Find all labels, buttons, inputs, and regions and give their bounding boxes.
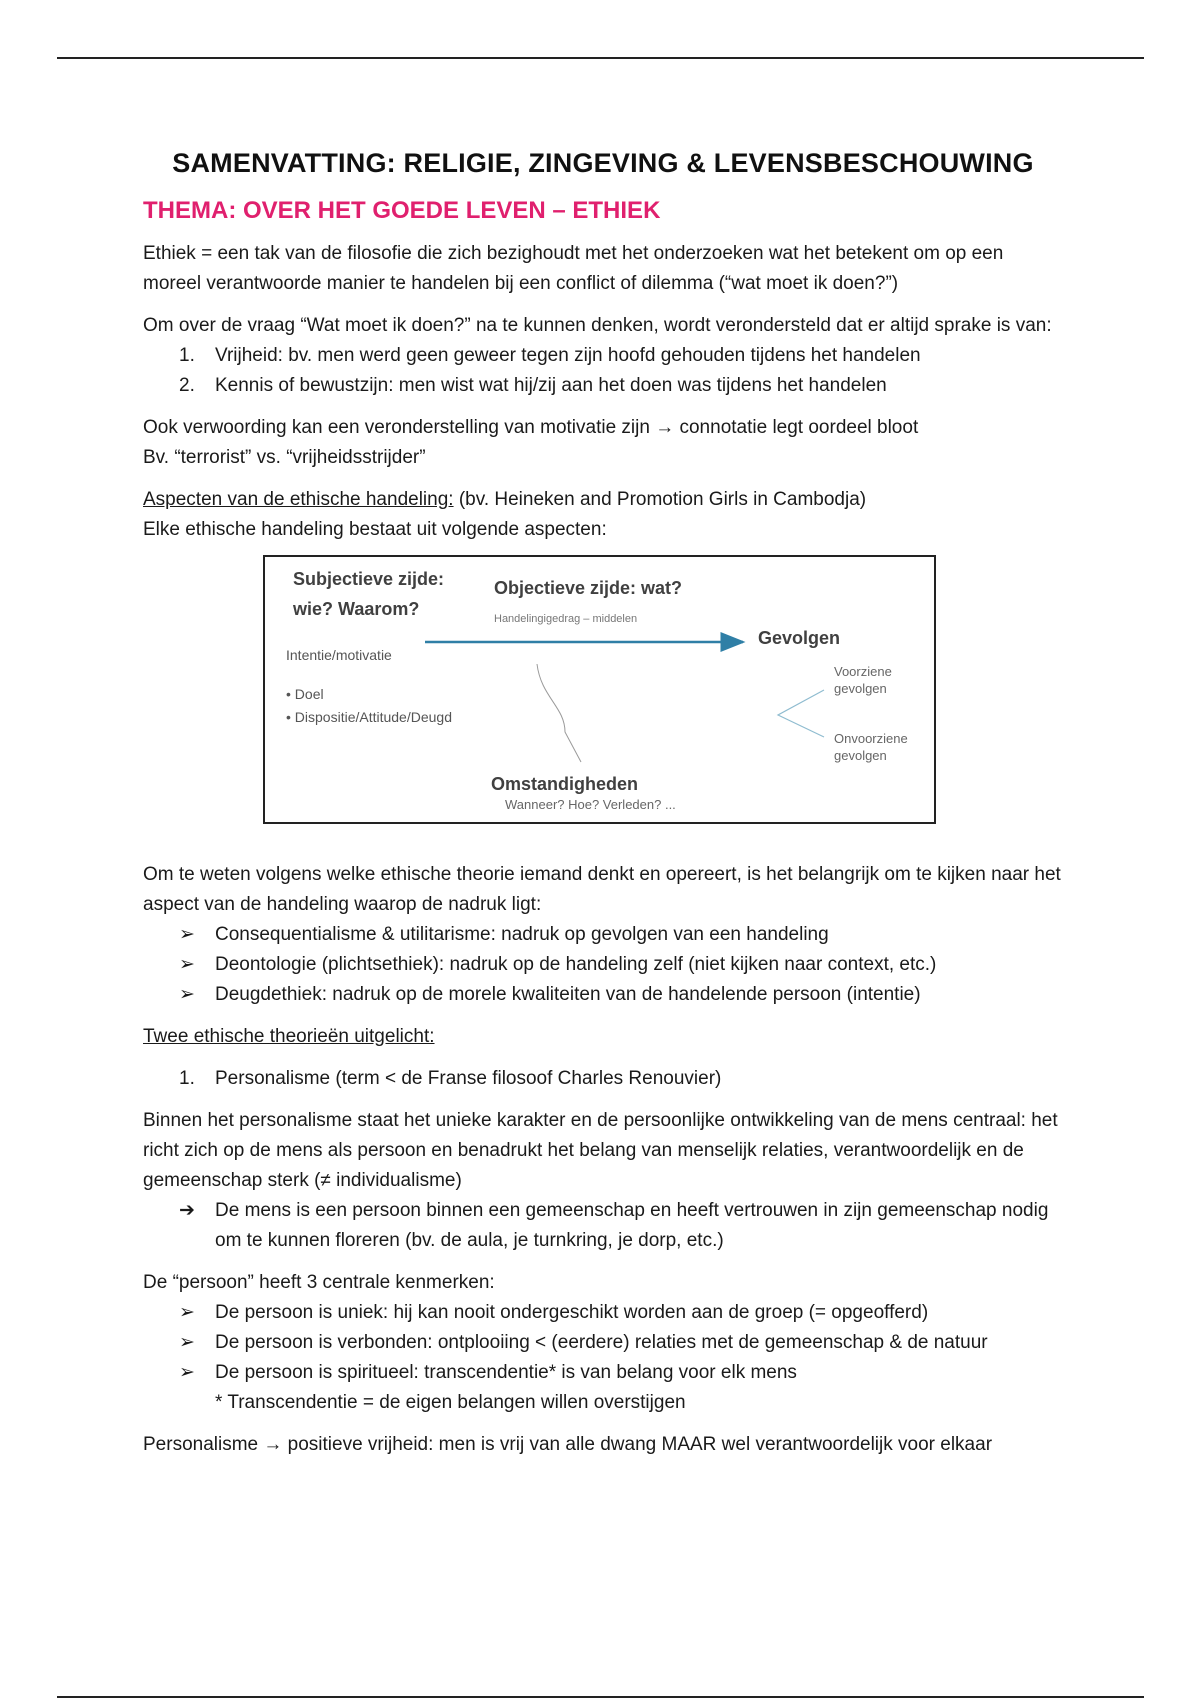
aspects-intro: Elke ethische handeling bestaat uit volgende aspecten: <box>143 519 607 540</box>
list-item <box>143 1196 1063 1256</box>
arrowhead-bullet-icon: ➢ <box>179 1332 195 1353</box>
conditions-list <box>143 341 1063 401</box>
disposition-label: • Dispositie/Attitude/Deugd <box>286 709 452 725</box>
objective-side-label: Objectieve zijde: wat? <box>494 578 683 598</box>
arrowhead-bullet-icon: ➢ <box>179 924 195 945</box>
list-item-text: Kennis of bewustzijn: men wist wat hij/zij aan het doen was tijdens het handelen <box>215 375 887 396</box>
subjective-side-label-2: wie? Waarom? <box>293 599 420 619</box>
ethical-action-diagram <box>263 555 936 824</box>
branch-lines <box>778 690 824 737</box>
arrowhead-bullet-icon: ➢ <box>179 954 195 975</box>
top-rule <box>57 57 1144 59</box>
ethics-definition: Ethiek = een tak van de filosofie die zich bezighoudt met het onderzoeken wat het betekent om op een moreel verantwoorde manier te handelen bij een conflict of dilemma (“wat moet ik doen?”) <box>143 243 1004 294</box>
list-item-text: De persoon is verbonden: ontplooiing < (eerdere) relaties met de gemeenschap & de natuur <box>215 1332 988 1353</box>
foreseen-label-1: Voorziene <box>834 664 892 679</box>
list-item-text: Consequentialisme & utilitarisme: nadruk op gevolgen van een handeling <box>215 924 829 945</box>
list-item-text: De mens is een persoon binnen een gemeenschap en heeft vertrouwen in zijn gemeenschap nodig om te kunnen floreren (bv. de aula, je turnkring, je dorp, etc.) <box>215 1200 1049 1251</box>
consequences-label: Gevolgen <box>758 628 841 648</box>
circumstances-label: Omstandigheden <box>491 774 639 794</box>
arrowhead-bullet-icon: ➢ <box>179 984 195 1005</box>
transcendence-footnote: * Transcendentie = de eigen belangen willen overstijgen <box>215 1392 686 1413</box>
subjective-side-label-1: Subjectieve zijde: <box>293 569 445 589</box>
list-item <box>143 1298 1063 1328</box>
two-theories-heading: Twee ethische theorieën uitgelicht: <box>143 1026 435 1047</box>
list-item-text: Deugdethiek: nadruk op de morele kwaliteiten van de handelende persoon (intentie) <box>215 984 921 1005</box>
list-item <box>143 950 1063 980</box>
wording-example: Bv. “terrorist” vs. “vrijheidsstrijder” <box>143 447 426 468</box>
list-item-text: De persoon is spiritueel: transcendentie* is van belang voor elk mens <box>215 1362 797 1383</box>
circumstances-sub: Wanneer? Hoe? Verleden? ... <box>505 797 676 812</box>
list-item <box>143 1358 1063 1388</box>
wording-paragraph: Ook verwoording kan een veronderstelling van motivatie zijn → connotatie legt oordeel bloot <box>143 417 919 438</box>
theme-heading: THEMA: OVER HET GOEDE LEVEN – ETHIEK <box>143 197 661 224</box>
list-item <box>143 341 1063 371</box>
arrowhead-bullet-icon: ➢ <box>179 1362 195 1383</box>
goal-label: • Doel <box>286 686 324 702</box>
community-list <box>143 1196 1063 1256</box>
circumstance-curve <box>537 664 581 762</box>
list-item <box>143 920 1063 950</box>
arrowhead-bullet-icon: ➢ <box>179 1302 195 1323</box>
intention-label: Intentie/motivatie <box>286 647 392 663</box>
personalism-paragraph: Binnen het personalisme staat het unieke karakter en de persoonlijke ontwikkeling van de mens centraal: het richt zich op de mens als persoon en benadrukt het belang van menselijk relaties, verantwoordelijk en de gemeenschap sterk (≠ individualisme) <box>143 1110 1058 1191</box>
theories-list <box>143 920 1063 1010</box>
positive-freedom-paragraph: Personalisme → positieve vrijheid: men is vrij van alle dwang MAAR wel verantwoordelijk voor elkaar <box>143 1434 993 1455</box>
list-marker: 1. <box>179 345 195 366</box>
two-theories-heading-line <box>143 1022 1063 1052</box>
bottom-rule <box>57 1696 1144 1698</box>
foreseen-label-2: gevolgen <box>834 681 887 696</box>
person-traits-intro: De “persoon” heeft 3 centrale kenmerken: <box>143 1272 495 1293</box>
list-item-text: Deontologie (plichtsethiek): nadruk op de handeling zelf (niet kijken naar context, etc.) <box>215 954 937 975</box>
list-marker: 2. <box>179 375 195 396</box>
unforeseen-label-1: Onvoorziene <box>834 731 908 746</box>
objective-side-sub: Handelingigedrag – middelen <box>494 613 638 625</box>
list-item-text: De persoon is uniek: hij kan nooit ondergeschikt worden aan de groep (= opgeofferd) <box>215 1302 929 1323</box>
document-title: SAMENVATTING: RELIGIE, ZINGEVING & LEVENSBESCHOUWING <box>172 148 1034 178</box>
list-marker: 1. <box>179 1068 195 1089</box>
list-item <box>143 371 1063 401</box>
aspects-heading-line <box>143 485 1063 515</box>
list-item <box>143 1328 1063 1358</box>
list-item <box>143 1064 1063 1094</box>
list-item-text: Vrijheid: bv. men werd geen geweer tegen zijn hoofd gehouden tijdens het handelen <box>215 345 921 366</box>
person-traits-list <box>143 1298 1063 1388</box>
list-item <box>143 980 1063 1010</box>
personalism-list <box>143 1064 1063 1094</box>
document-body <box>143 143 1063 1472</box>
arrow-bullet-icon: ➔ <box>179 1200 195 1221</box>
unforeseen-label-2: gevolgen <box>834 748 887 763</box>
aspects-example: (bv. Heineken and Promotion Girls in Cambodja) <box>453 489 867 510</box>
list-item-text: Personalisme (term < de Franse filosoof Charles Renouvier) <box>215 1068 722 1089</box>
theory-intro: Om te weten volgens welke ethische theorie iemand denkt en opereert, is het belangrijk om te kijken naar het aspect van de handeling waarop de nadruk ligt: <box>143 864 1061 915</box>
aspects-heading: Aspecten van de ethische handeling: <box>143 489 454 510</box>
question-intro: Om over de vraag “Wat moet ik doen?” na te kunnen denken, wordt verondersteld dat er altijd sprake is van: <box>143 315 1052 336</box>
